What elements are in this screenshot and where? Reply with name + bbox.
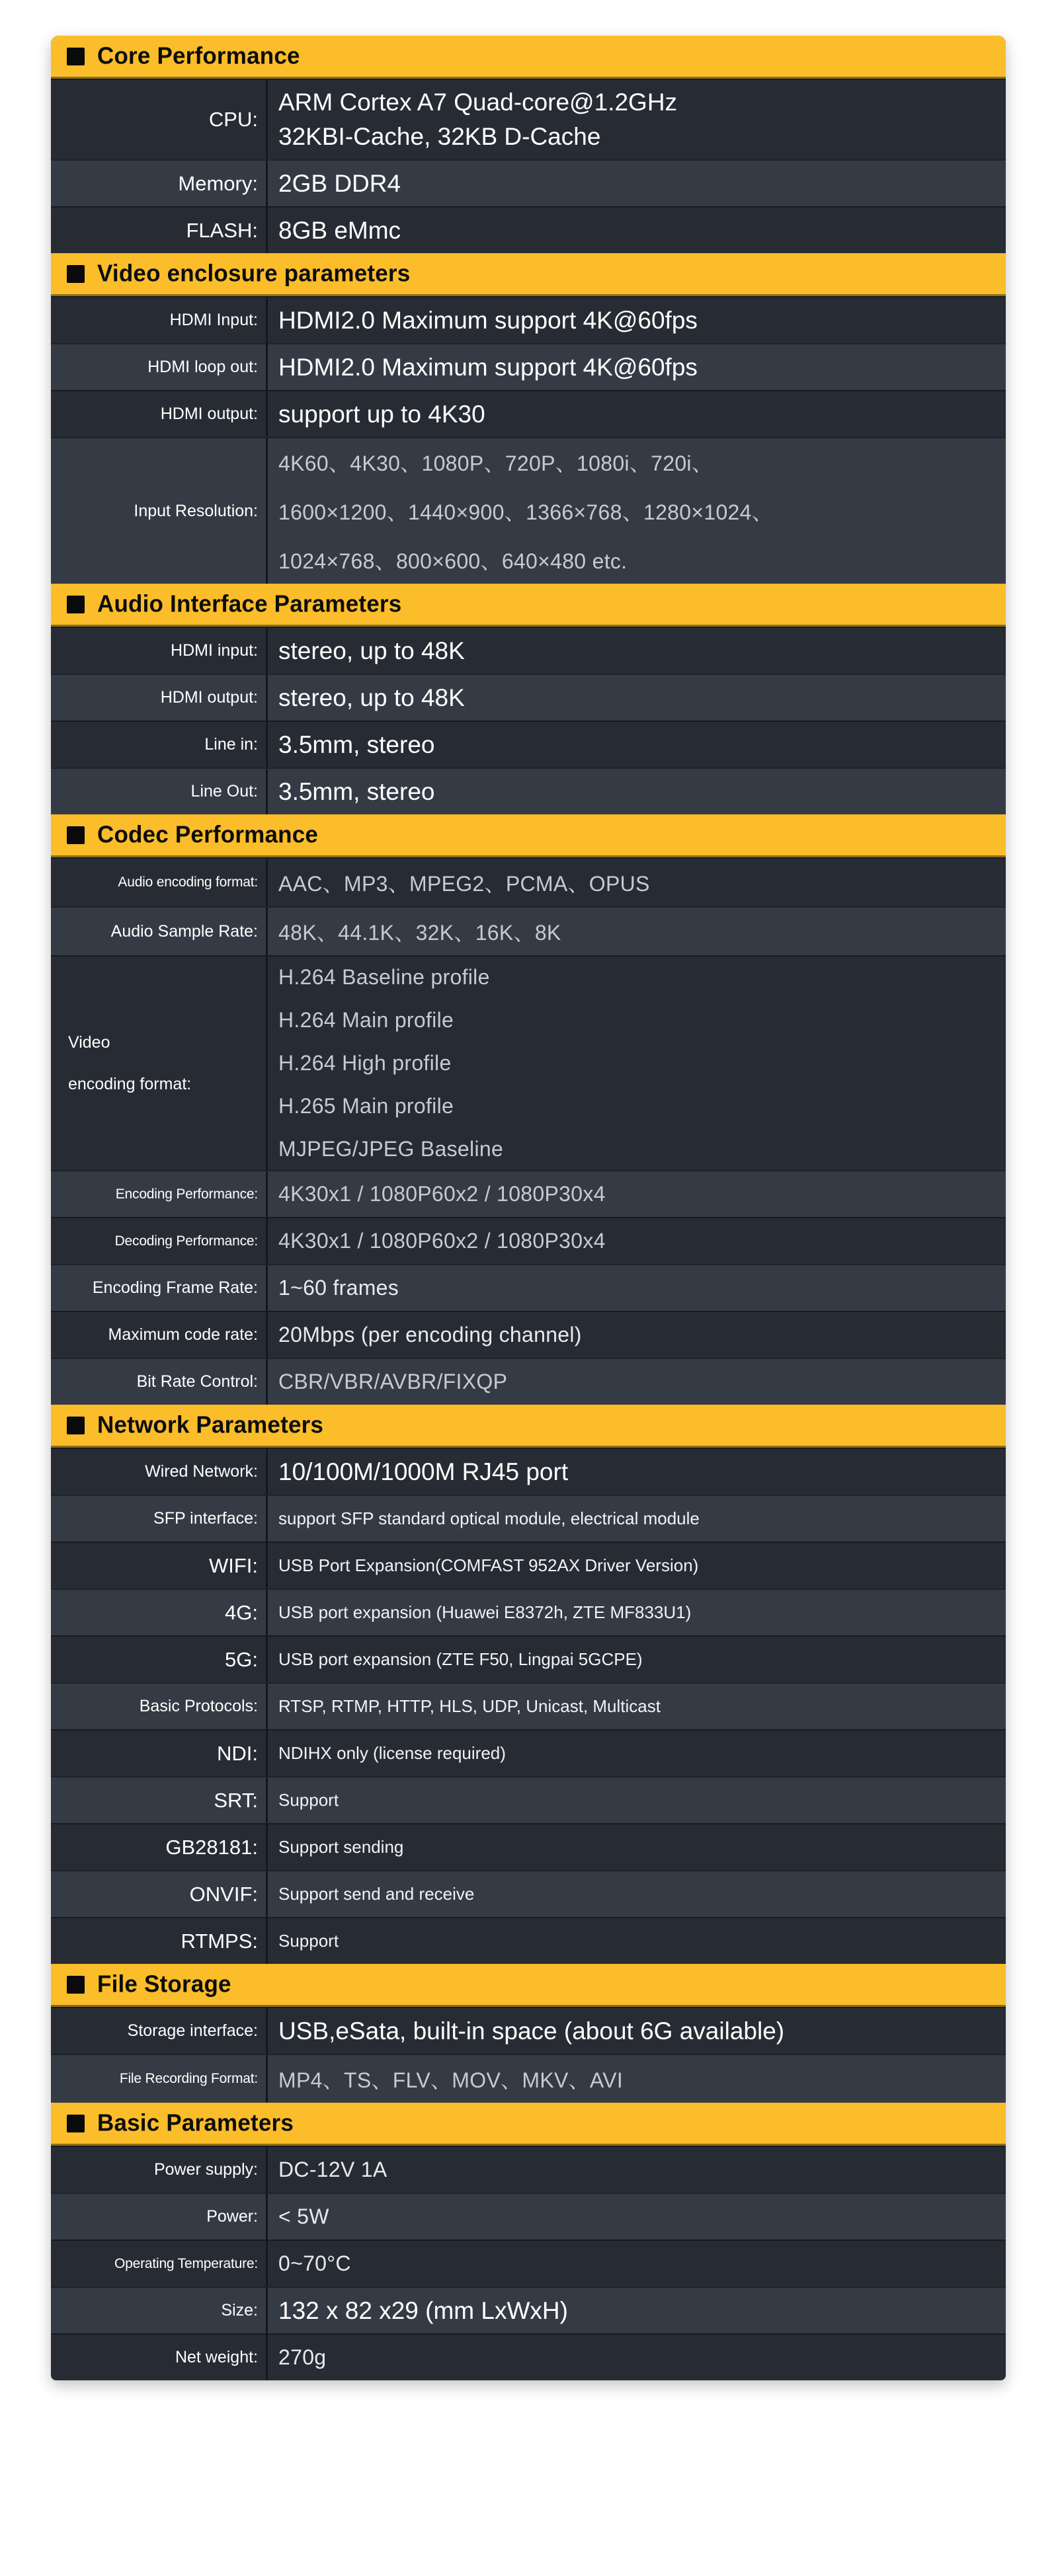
row-value <box>268 859 1006 906</box>
row-value <box>268 769 1006 814</box>
section-header <box>51 1964 1006 2007</box>
section-header <box>51 814 1006 857</box>
row-label-line: Power supply: <box>153 2160 258 2179</box>
spec-row <box>51 1542 1006 1588</box>
row-value-line: 1600×1200、1440×900、1366×768、1280×1024、 <box>278 500 774 524</box>
row-value-line: 132 x 82 x29 (mm LxWxH) <box>278 2296 568 2324</box>
row-value-line: 10/100M/1000M RJ45 port <box>278 1458 569 1485</box>
row-value-line: HDMI2.0 Maximum support 4K@60fps <box>278 353 698 381</box>
row-label-line: Audio encoding format: <box>118 875 258 890</box>
row-label <box>51 438 268 584</box>
row-value <box>268 2241 1006 2286</box>
row-value-line: USB port expansion (ZTE F50, Lingpai 5GCPE) <box>278 1649 643 1669</box>
row-value-line: 1~60 frames <box>278 1276 399 1300</box>
row-label-line: HDMI output: <box>160 688 258 707</box>
spec-row <box>51 1217 1006 1264</box>
row-label-line: Memory: <box>178 171 258 195</box>
section-rows <box>51 79 1006 253</box>
spec-row <box>51 627 1006 674</box>
row-value-line: HDMI2.0 Maximum support 4K@60fps <box>278 306 698 334</box>
row-value <box>268 1777 1006 1823</box>
row-value-line: < 5W <box>278 2205 329 2228</box>
section-title: Network Parameters <box>97 1411 324 1438</box>
section-title: Video enclosure parameters <box>97 260 411 287</box>
row-value <box>268 722 1006 767</box>
row-label-line: Operating Temperature: <box>114 2255 258 2271</box>
spec-row <box>51 343 1006 390</box>
section-bullet-icon <box>67 826 85 844</box>
section-rows <box>51 2007 1006 2103</box>
row-label <box>51 2288 268 2333</box>
row-label-line: HDMI Input: <box>169 311 258 329</box>
row-value-line: 48K、44.1K、32K、16K、8K <box>278 921 561 945</box>
spec-row <box>51 1264 1006 1311</box>
row-value <box>268 391 1006 437</box>
row-value-line: ARM Cortex A7 Quad-core@1.2GHz <box>278 89 678 116</box>
spec-row <box>51 1358 1006 1405</box>
row-value-line: NDIHX only (license required) <box>278 1743 506 1763</box>
section-bullet-icon <box>67 2115 85 2132</box>
row-value <box>268 344 1006 390</box>
row-value-line: 0~70°C <box>278 2251 351 2275</box>
row-value-line: 4K30x1 / 1080P60x2 / 1080P30x4 <box>278 1182 606 1206</box>
row-value-line: USB,eSata, built-in space (about 6G available) <box>278 2017 785 2045</box>
spec-row <box>51 906 1006 955</box>
spec-row <box>51 1635 1006 1682</box>
row-label <box>51 1218 268 1264</box>
section-header <box>51 36 1006 79</box>
section-header <box>51 2103 1006 2146</box>
spec-row <box>51 206 1006 253</box>
section-bullet-icon <box>67 265 85 283</box>
section-rows <box>51 857 1006 1405</box>
row-label-line: Encoding Frame Rate: <box>92 1278 258 1297</box>
row-label <box>51 344 268 390</box>
row-value <box>268 1684 1006 1729</box>
row-label-line: Wired Network: <box>145 1462 258 1481</box>
row-value <box>268 1359 1006 1405</box>
row-value <box>268 438 1006 584</box>
row-label <box>51 2147 268 2193</box>
row-value-line: CBR/VBR/AVBR/FIXQP <box>278 1370 508 1393</box>
row-value-line: stereo, up to 48K <box>278 637 465 664</box>
row-label-line: 5G: <box>225 1647 258 1671</box>
row-label-line: Power: <box>206 2207 258 2226</box>
spec-row <box>51 2193 1006 2240</box>
row-value-line: 4K60、4K30、1080P、720P、1080i、720i、 <box>278 451 713 475</box>
row-value-line: 3.5mm, stereo <box>278 730 435 758</box>
row-value-line: H.264 High profile <box>278 1051 452 1075</box>
spec-row <box>51 159 1006 206</box>
row-label-line: 4G: <box>225 1600 258 1624</box>
row-value <box>268 1824 1006 1870</box>
row-label <box>51 1265 268 1311</box>
section-header <box>51 253 1006 296</box>
row-label-line: SFP interface: <box>153 1509 258 1528</box>
row-label-line: GB28181: <box>165 1835 258 1859</box>
row-value <box>268 1265 1006 1311</box>
row-label-line: Encoding Performance: <box>115 1186 258 1202</box>
row-value <box>268 1312 1006 1358</box>
row-label-line: File Recording Format: <box>119 2071 258 2086</box>
row-value-line: 32KBI-Cache, 32KB D-Cache <box>278 123 601 150</box>
row-label-line: Basic Protocols: <box>139 1697 258 1715</box>
spec-row <box>51 2146 1006 2193</box>
row-label <box>51 391 268 437</box>
row-label-line: Decoding Performance: <box>114 1233 258 1249</box>
row-value <box>268 80 1006 159</box>
row-value <box>268 675 1006 721</box>
row-label <box>51 722 268 767</box>
row-label-line: Audio Sample Rate: <box>110 921 258 941</box>
row-value-line: support SFP standard optical module, electrical module <box>278 1508 700 1528</box>
row-value-line: Support <box>278 1931 339 1951</box>
row-label-line: Input Resolution: <box>134 501 258 520</box>
row-value-line: MP4、TS、FLV、MOV、MKV、AVI <box>278 2068 624 2092</box>
row-label-line: encoding format: <box>68 1074 192 1093</box>
row-label-line: Storage interface: <box>127 2021 258 2040</box>
spec-row <box>51 1776 1006 1823</box>
spec-row <box>51 1729 1006 1776</box>
row-value-line: 1024×768、800×600、640×480 etc. <box>278 549 628 573</box>
row-value <box>268 2194 1006 2240</box>
row-value <box>268 1637 1006 1682</box>
row-value-line: Support sending <box>278 1837 404 1857</box>
row-label-line: Line Out: <box>190 782 258 800</box>
row-label <box>51 1171 268 1217</box>
spec-row <box>51 390 1006 437</box>
spec-row <box>51 1495 1006 1542</box>
row-value <box>268 1590 1006 1635</box>
row-label <box>51 161 268 206</box>
spec-row <box>51 2333 1006 2380</box>
row-label <box>51 80 268 159</box>
section-bullet-icon <box>67 1976 85 1994</box>
row-label-line: Net weight: <box>175 2348 258 2366</box>
row-label-line: ONVIF: <box>189 1882 258 1906</box>
spec-row <box>51 1170 1006 1217</box>
row-label <box>51 2008 268 2054</box>
spec-row <box>51 2286 1006 2333</box>
row-value-line: Support send and receive <box>278 1884 475 1904</box>
row-value <box>268 2288 1006 2333</box>
row-label-line: FLASH: <box>186 218 258 242</box>
row-label <box>51 1449 268 1495</box>
spec-row <box>51 1311 1006 1358</box>
row-label-line: NDI: <box>217 1741 258 1765</box>
section-rows <box>51 2146 1006 2380</box>
spec-row <box>51 2007 1006 2054</box>
row-label <box>51 769 268 814</box>
row-label <box>51 2194 268 2240</box>
spec-row <box>51 767 1006 814</box>
row-value-line: MJPEG/JPEG Baseline <box>278 1137 504 1161</box>
row-value-line: 8GB eMmc <box>278 216 401 244</box>
row-value-line: RTSP, RTMP, HTTP, HLS, UDP, Unicast, Multicast <box>278 1696 661 1716</box>
row-label <box>51 2335 268 2380</box>
row-label <box>51 297 268 343</box>
section-rows <box>51 1448 1006 1964</box>
row-value-line: USB port expansion (Huawei E8372h, ZTE MF833U1) <box>278 1602 692 1622</box>
section-title: Basic Parameters <box>97 2109 294 2136</box>
row-value <box>268 628 1006 674</box>
spec-row <box>51 1870 1006 1917</box>
row-value <box>268 1731 1006 1776</box>
row-label <box>51 208 268 253</box>
row-value-line: H.265 Main profile <box>278 1094 454 1118</box>
row-label <box>51 1731 268 1776</box>
row-label <box>51 1777 268 1823</box>
spec-row <box>51 2240 1006 2286</box>
spec-row <box>51 79 1006 159</box>
section-bullet-icon <box>67 48 85 65</box>
section-bullet-icon <box>67 596 85 613</box>
section-rows <box>51 296 1006 584</box>
row-value-line: Support <box>278 1790 339 1810</box>
row-label <box>51 908 268 955</box>
row-label <box>51 1637 268 1682</box>
spec-row <box>51 1588 1006 1635</box>
row-label <box>51 2055 268 2103</box>
row-label <box>51 628 268 674</box>
spec-row <box>51 1917 1006 1964</box>
row-label-line: Video <box>68 1033 110 1052</box>
row-label <box>51 2241 268 2286</box>
section-header <box>51 1405 1006 1448</box>
row-label <box>51 1590 268 1635</box>
row-value-line: support up to 4K30 <box>278 400 485 428</box>
spec-row <box>51 721 1006 767</box>
row-label <box>51 1312 268 1358</box>
section-rows <box>51 627 1006 814</box>
row-value <box>268 2055 1006 2103</box>
row-label-line: CPU: <box>208 108 258 131</box>
section-bullet-icon <box>67 1417 85 1434</box>
row-value-line: stereo, up to 48K <box>278 683 465 711</box>
row-value-line: 270g <box>278 2345 327 2369</box>
row-value-line: H.264 Baseline profile <box>278 965 490 989</box>
row-value <box>268 1218 1006 1264</box>
spec-row <box>51 296 1006 343</box>
spec-row <box>51 1823 1006 1870</box>
section-title: Audio Interface Parameters <box>97 590 402 617</box>
row-value <box>268 1171 1006 1217</box>
row-label <box>51 859 268 906</box>
row-value-line: 3.5mm, stereo <box>278 777 435 805</box>
spec-row <box>51 1682 1006 1729</box>
row-value-line: DC-12V 1A <box>278 2158 387 2181</box>
spec-row <box>51 2054 1006 2103</box>
row-value <box>268 2335 1006 2380</box>
row-label-line: Bit Rate Control: <box>136 1372 258 1391</box>
row-value <box>268 2147 1006 2193</box>
section-title: Codec Performance <box>97 821 319 848</box>
row-value-line: H.264 Main profile <box>278 1008 454 1032</box>
row-label <box>51 1871 268 1917</box>
spec-row <box>51 857 1006 906</box>
row-label-line: HDMI input: <box>171 641 258 660</box>
row-value-line: USB Port Expansion(COMFAST 952AX Driver Version) <box>278 1555 699 1575</box>
spec-row <box>51 674 1006 721</box>
row-label-line: Maximum code rate: <box>108 1325 258 1344</box>
row-label <box>51 1918 268 1964</box>
row-value <box>268 1496 1006 1542</box>
row-label-line: RTMPS: <box>181 1929 258 1953</box>
row-label <box>51 1359 268 1405</box>
row-value <box>268 2008 1006 2054</box>
row-label <box>51 956 268 1170</box>
row-label-line: HDMI loop out: <box>147 358 258 376</box>
row-label-line: Line in: <box>204 735 258 754</box>
row-value <box>268 1871 1006 1917</box>
row-value <box>268 297 1006 343</box>
row-label <box>51 1543 268 1588</box>
row-label-line: WIFI: <box>208 1553 258 1577</box>
row-label <box>51 1824 268 1870</box>
row-label-line: SRT: <box>214 1788 258 1812</box>
spec-row <box>51 437 1006 584</box>
row-value-line: 2GB DDR4 <box>278 169 401 197</box>
section-header <box>51 584 1006 627</box>
row-value <box>268 1543 1006 1588</box>
spec-table <box>51 36 1006 2380</box>
row-value-line: 20Mbps (per encoding channel) <box>278 1323 582 1347</box>
row-value <box>268 956 1006 1170</box>
row-value <box>268 1918 1006 1964</box>
row-label <box>51 1496 268 1542</box>
row-value-line: AAC、MP3、MPEG2、PCMA、OPUS <box>278 872 650 896</box>
row-label-line: HDMI output: <box>160 405 258 423</box>
section-title: Core Performance <box>97 42 300 69</box>
section-title: File Storage <box>97 1971 231 1998</box>
row-value-line: 4K30x1 / 1080P60x2 / 1080P30x4 <box>278 1229 606 1253</box>
spec-row <box>51 955 1006 1170</box>
spec-row <box>51 1448 1006 1495</box>
row-value <box>268 161 1006 206</box>
row-label-line: Size: <box>221 2301 258 2320</box>
row-label <box>51 675 268 721</box>
row-value <box>268 1449 1006 1495</box>
row-value <box>268 208 1006 253</box>
row-value <box>268 908 1006 955</box>
row-label <box>51 1684 268 1729</box>
